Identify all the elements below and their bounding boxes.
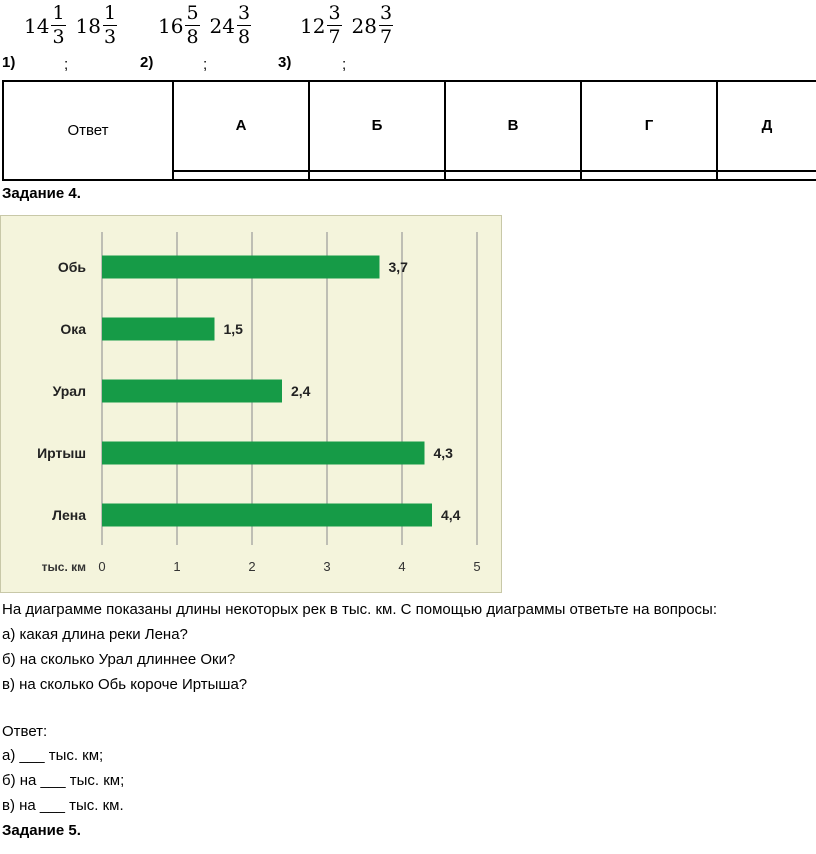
question-a: а) какая длина реки Лена? (2, 626, 188, 643)
answer-cell-v[interactable] (445, 171, 581, 180)
x-tick-label: 0 (98, 559, 106, 574)
answer-row-label: Ответ (3, 81, 173, 180)
header-a: А (173, 81, 309, 171)
category-label: Иртыш (37, 445, 86, 461)
option-label-1: 1) (2, 54, 16, 71)
header-d: Д (717, 81, 816, 171)
answer-a: а) ___ тыс. км; (2, 747, 104, 764)
answer-cell-a[interactable] (173, 171, 309, 180)
header-v: В (445, 81, 581, 171)
x-tick-label: 3 (323, 559, 331, 574)
header-b: Б (309, 81, 445, 171)
header-g: Г (581, 81, 717, 171)
category-label: Урал (52, 383, 86, 399)
answer-b: б) на ___ тыс. км; (2, 772, 125, 789)
task-4-title: Задание 4. (2, 185, 81, 202)
fraction-1a: 14 $\frac{1}{3}$ 18 $\frac{1}{3}$ (24, 2, 117, 48)
separator: ; (342, 56, 347, 73)
answer-cell-d[interactable] (717, 171, 816, 180)
data-label: 2,4 (291, 383, 311, 399)
x-tick-label: 5 (473, 559, 481, 574)
category-label: Лена (52, 507, 86, 523)
answer-c: в) на ___ тыс. км. (2, 797, 124, 814)
bar-2 (102, 318, 215, 341)
separator: ; (64, 56, 69, 73)
x-tick-label: 4 (398, 559, 406, 574)
x-tick-label: 2 (248, 559, 256, 574)
answer-cell-g[interactable] (581, 171, 717, 180)
category-label: Ока (60, 321, 86, 337)
answer-table (2, 80, 816, 181)
bar-3 (102, 380, 282, 403)
x-tick-label: 1 (173, 559, 181, 574)
data-label: 4,4 (441, 507, 461, 523)
question-intro: На диаграмме показаны длины некоторых рек в тыс. км. С помощью диаграммы ответьте на вопросы: (2, 601, 717, 618)
river-length-chart (0, 215, 502, 593)
option-label-3: 3) (278, 54, 292, 71)
category-label: Обь (57, 259, 86, 275)
data-label: 1,5 (223, 321, 243, 337)
bar-1 (102, 256, 380, 279)
data-label: 3,7 (388, 259, 408, 275)
answer-title: Ответ: (2, 723, 48, 740)
question-b: б) на сколько Урал длиннее Оки? (2, 651, 236, 668)
fraction-3a: 12 $\frac{3}{7}$ 28 $\frac{3}{7}$ (300, 2, 393, 48)
bar-4 (102, 442, 425, 465)
separator: ; (203, 56, 208, 73)
answer-cell-b[interactable] (309, 171, 445, 180)
task-5-title: Задание 5. (2, 822, 81, 839)
data-label: 4,3 (433, 445, 453, 461)
bar-5 (102, 504, 432, 527)
x-axis-label: тыс. км (41, 560, 86, 574)
question-c: в) на сколько Обь короче Иртыша? (2, 676, 248, 693)
option-label-2: 2) (140, 54, 154, 71)
fraction-2a: 16 $\frac{5}{8}$ 24 $\frac{3}{8}$ (158, 2, 251, 48)
